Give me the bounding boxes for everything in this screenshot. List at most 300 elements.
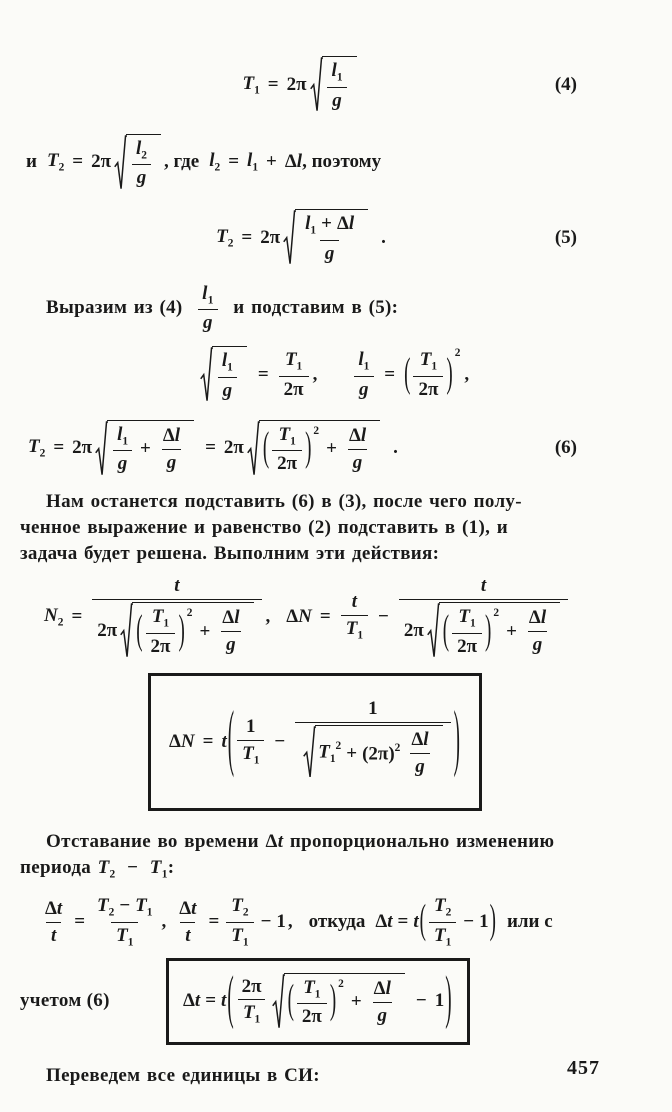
fraction: [92, 895, 157, 949]
den: [272, 450, 302, 475]
num: [217, 607, 244, 631]
equation-line-N: [44, 575, 652, 659]
text-poetomu: , поэтому: [302, 151, 382, 173]
equals-sign: =: [208, 911, 220, 933]
fraction: [226, 895, 253, 949]
var-delta-t: [265, 829, 283, 855]
left-paren: (: [404, 351, 411, 397]
sym-T: T: [284, 349, 297, 370]
plus-sign: +: [140, 438, 151, 460]
den: [226, 922, 253, 950]
plus-sign: +: [506, 620, 517, 642]
var-delta-t: [183, 990, 200, 1012]
sqrt: [247, 420, 380, 478]
coef-2pi: 2π: [403, 619, 424, 641]
left-paren: (: [262, 425, 270, 471]
left-paren: (: [442, 608, 450, 654]
sym-delta: Δ: [222, 607, 235, 629]
num: [300, 213, 359, 240]
equation-line-5: [20, 209, 652, 267]
num: [241, 716, 261, 740]
sym-g: g: [222, 379, 233, 401]
sym-g: g: [352, 451, 363, 473]
den: [198, 309, 218, 334]
boxed-equation-dN: [148, 673, 482, 810]
sub-1: 1: [254, 84, 260, 97]
sym-l: l: [136, 137, 142, 159]
fraction: [369, 978, 396, 1027]
sym-one: 1: [368, 698, 378, 720]
right-paren: ): [329, 978, 337, 1024]
radicand: [126, 134, 161, 192]
sym-T: T: [278, 423, 291, 445]
sub-1: 1: [314, 988, 321, 1001]
comma: ,: [464, 363, 470, 385]
den: [452, 633, 482, 658]
colon: :: [167, 856, 175, 878]
minus-sign: −: [119, 895, 131, 917]
sub-2: 2: [141, 149, 147, 162]
equation-line-6: [20, 420, 652, 478]
fraction: [406, 729, 433, 778]
label-uchetom: учетом (6): [20, 990, 110, 1012]
page-number: 457: [567, 1057, 600, 1079]
coef-2pi: 2π: [72, 437, 93, 459]
left-paren: (: [227, 699, 235, 782]
den: [92, 599, 261, 660]
sym-l: l: [358, 349, 364, 370]
equals-sign: =: [71, 606, 83, 628]
period: .: [393, 437, 398, 459]
fraction: [217, 350, 238, 402]
sym-t: t: [221, 731, 227, 753]
text-ili-s: или с: [506, 911, 553, 933]
sub-1: 1: [252, 162, 259, 175]
left-paren: (: [287, 978, 294, 1024]
left-paren: (: [362, 743, 369, 765]
coef-2pi: 2π: [286, 73, 307, 95]
left-paren: (: [419, 898, 426, 944]
sym-l: l: [209, 150, 215, 172]
fraction: [300, 213, 359, 265]
paragraph-text: и подставим в (5):: [233, 296, 399, 318]
sym-T: T: [433, 924, 446, 946]
fraction: [197, 283, 219, 335]
equals-sign: =: [257, 363, 269, 385]
den: [162, 449, 182, 474]
num: [174, 898, 201, 922]
den: [111, 922, 138, 950]
sym-T: T: [116, 924, 128, 946]
fraction: [272, 424, 302, 476]
num: [112, 424, 133, 451]
var-T1-squared: [318, 740, 341, 766]
num: [298, 977, 325, 1004]
exponent-2: 2: [454, 347, 461, 359]
sym-T: T: [231, 924, 243, 946]
sub-1: 1: [227, 361, 233, 374]
radicand: [132, 602, 253, 660]
radicand: [212, 346, 247, 404]
den: [279, 376, 309, 401]
sub-2: 2: [39, 448, 46, 461]
sym-T: T: [46, 150, 59, 172]
right-paren: ): [445, 967, 452, 1033]
sym-T: T: [242, 72, 255, 94]
sym-g: g: [226, 634, 236, 656]
den: [295, 722, 450, 786]
sub-1: 1: [445, 936, 452, 949]
minus-sign: −: [415, 990, 427, 1012]
num: [237, 976, 267, 1000]
sym-N: N: [298, 606, 312, 628]
sub-1: 1: [470, 617, 476, 630]
sym-T: T: [135, 895, 147, 917]
sym-one: 1: [434, 990, 445, 1012]
box2-body: [183, 967, 453, 1033]
left-paren: (: [227, 967, 234, 1033]
var-delta-l: [285, 151, 302, 173]
sym-one: 1: [479, 911, 489, 933]
sym-t: t: [277, 830, 284, 852]
eq4-body: [242, 56, 359, 114]
sym-T: T: [149, 856, 162, 878]
plus-sign: +: [346, 742, 358, 764]
sym-T: T: [242, 1002, 255, 1024]
num: [217, 350, 238, 377]
paragraph-text: Нам останется подставить (6) в (3), после чего полу-: [46, 491, 522, 512]
fraction: [40, 898, 67, 947]
equation-line-dt: [38, 895, 652, 949]
minus-sign: −: [274, 731, 286, 753]
sub-1: 1: [310, 224, 317, 237]
var-T2: [216, 226, 233, 250]
den: [237, 740, 264, 768]
sym-delta: Δ: [45, 898, 57, 920]
num: [327, 60, 348, 87]
radicand: [439, 602, 560, 660]
coef-2pi: 2π: [301, 1006, 322, 1028]
den: [413, 376, 443, 401]
sqrt: [310, 56, 357, 114]
box1-body: [169, 698, 461, 785]
den: [221, 631, 241, 656]
fraction: [413, 349, 443, 401]
paragraph-text: Отставание во времени: [46, 830, 259, 852]
right-paren: ): [446, 351, 453, 397]
sym-l: l: [540, 607, 547, 629]
den: [429, 922, 456, 950]
num: [363, 698, 383, 722]
num: [524, 607, 551, 631]
sym-t: t: [194, 990, 201, 1012]
num: [147, 606, 174, 633]
sym-T: T: [151, 605, 164, 627]
num: [169, 575, 184, 599]
plus-sign: +: [350, 991, 362, 1013]
coef-2pi: 2π: [97, 619, 118, 641]
sym-t: t: [480, 575, 487, 596]
plus-sign: +: [266, 151, 277, 173]
coef-2pi: 2π: [241, 975, 262, 997]
eq-tag-4: (4): [554, 73, 577, 95]
equals-sign: =: [319, 606, 331, 628]
paragraph-text: задача будет решена. Выполним эти действия:: [20, 543, 440, 564]
den: [132, 164, 152, 189]
sym-N: N: [44, 605, 58, 627]
sym-one: 1: [276, 911, 286, 933]
sub-1: 1: [242, 936, 249, 949]
sub-1: 1: [254, 1013, 261, 1026]
equation-line-4: [20, 56, 652, 114]
num: [273, 424, 300, 451]
sym-T: T: [97, 895, 109, 917]
coef-2pi: 2π: [277, 453, 298, 475]
plus-sign: +: [321, 213, 332, 234]
sym-delta: Δ: [286, 606, 299, 628]
comma: ,: [161, 911, 167, 933]
text-where: , где: [164, 151, 200, 173]
fraction: [131, 138, 152, 190]
sym-delta: Δ: [265, 830, 278, 852]
sqrt: [120, 602, 253, 660]
eqsub-body: [197, 346, 475, 404]
var-T1: [150, 855, 168, 888]
radicand: [107, 420, 194, 478]
fraction: [279, 349, 309, 401]
sqrt: [114, 134, 161, 192]
sub-2: 2: [227, 237, 234, 250]
den: [320, 240, 340, 265]
sym-g: g: [415, 756, 425, 778]
fraction: [217, 607, 244, 656]
fraction: [174, 898, 201, 947]
paragraph-3: [20, 829, 652, 888]
fraction: [344, 425, 371, 474]
num: [280, 349, 307, 376]
den: [341, 615, 368, 643]
paragraph-1: [20, 283, 652, 335]
fraction: [524, 607, 551, 656]
sub-2: 2: [445, 906, 452, 919]
sym-t: t: [50, 924, 57, 946]
sub-1: 1: [357, 629, 364, 642]
sub-1: 1: [207, 294, 214, 307]
var-T2: [47, 150, 64, 174]
num: [347, 591, 362, 615]
sub-1: 1: [290, 435, 296, 448]
plus-sign: +: [199, 620, 211, 642]
minus-sign: −: [127, 856, 139, 878]
boxed-equation-dt: [166, 958, 470, 1046]
sym-delta: Δ: [373, 977, 386, 999]
minus-sign: −: [463, 911, 475, 933]
sub-1: 1: [161, 868, 168, 881]
sub-2: 2: [242, 906, 249, 919]
equals-sign: =: [205, 990, 217, 1012]
den: [410, 753, 430, 778]
equals-sign: =: [241, 226, 253, 248]
sub-1: 1: [363, 360, 370, 373]
sym-one: 1: [246, 716, 256, 738]
sym-g: g: [324, 242, 335, 264]
plus-sign: +: [326, 438, 337, 460]
exponent-2: 2: [313, 424, 320, 437]
sub-1: 1: [163, 617, 170, 630]
var-delta-N: [286, 606, 312, 628]
num: [197, 283, 219, 310]
var-T1: [242, 73, 259, 97]
sym-delta: Δ: [162, 424, 175, 446]
sym-t: t: [221, 990, 227, 1012]
boxed-equation-dt-row: [20, 958, 652, 1046]
num: [453, 606, 480, 633]
fraction: [353, 349, 374, 401]
coef-2pi: 2π: [368, 743, 389, 765]
sym-l: l: [305, 213, 311, 234]
sym-l: l: [423, 729, 429, 751]
sym-l: l: [296, 151, 303, 173]
sqrt: [95, 420, 194, 478]
eq-tag-6: (6): [554, 437, 577, 459]
var-T2: [98, 855, 116, 888]
minus-sign: −: [378, 606, 389, 628]
sym-t: t: [413, 911, 419, 933]
sym-T: T: [216, 225, 228, 247]
sym-delta: Δ: [169, 731, 181, 753]
sym-l: l: [234, 607, 240, 629]
sym-l: l: [117, 423, 123, 445]
sub-2: 2: [109, 868, 116, 881]
right-paren: ): [453, 699, 460, 782]
sym-delta: Δ: [284, 151, 297, 173]
den: [297, 1003, 327, 1028]
den: [327, 87, 347, 112]
var-delta-t: [375, 911, 392, 933]
fraction: [341, 591, 368, 643]
sym-g: g: [332, 89, 342, 111]
sym-t: t: [387, 911, 393, 933]
sym-g: g: [166, 451, 177, 473]
sym-l: l: [174, 424, 181, 446]
boxed-equation-dN-wrap: [148, 673, 652, 810]
sub-1: 1: [127, 936, 134, 949]
var-N2: [44, 605, 63, 629]
var-l2: [209, 150, 220, 174]
sym-N: N: [180, 731, 195, 753]
big-fraction: [92, 575, 261, 659]
sym-g: g: [359, 378, 369, 400]
right-paren: ): [489, 898, 496, 944]
exponent-2: 2: [493, 606, 500, 619]
text-otkuda: откуда: [308, 911, 366, 933]
left-paren: (: [136, 608, 143, 654]
coef-2pi: 2π: [150, 635, 171, 657]
sym-T: T: [433, 895, 446, 917]
sub-1: 1: [296, 360, 303, 373]
coef-2pi-squared: [362, 742, 400, 765]
sqrt: [427, 602, 560, 660]
minus-sign: −: [260, 911, 272, 933]
num: [476, 575, 491, 599]
paragraph-line: [20, 855, 652, 888]
sym-T: T: [28, 436, 40, 458]
sym-T: T: [458, 605, 471, 627]
radicand: [322, 56, 357, 114]
exponent-2: 2: [335, 740, 342, 753]
paragraph-text: Выразим из (4): [46, 296, 183, 318]
den: [238, 999, 265, 1027]
equation-line-T2: [26, 134, 652, 192]
equals-sign: =: [267, 73, 279, 95]
den: [373, 1002, 393, 1027]
sym-g: g: [532, 634, 543, 656]
sub-1: 1: [329, 753, 336, 766]
right-paren: ): [485, 608, 492, 654]
den: [399, 599, 568, 660]
fraction: [237, 716, 264, 768]
sym-t: t: [56, 898, 63, 920]
sym-delta: Δ: [183, 990, 195, 1012]
equals-sign: =: [205, 437, 216, 459]
fraction: [452, 606, 482, 658]
sym-delta: Δ: [528, 607, 541, 629]
num: [369, 978, 396, 1002]
num: [158, 425, 185, 449]
big-fraction: [399, 575, 568, 659]
eq6-body: [28, 420, 398, 478]
var-l1: [247, 150, 258, 174]
radicand: [259, 420, 380, 478]
sqrt: [303, 725, 442, 780]
num: [40, 898, 67, 922]
sym-g: g: [203, 312, 213, 334]
sym-delta: Δ: [348, 424, 361, 446]
den: [113, 450, 133, 475]
sym-T: T: [97, 856, 110, 878]
paragraph-4: Переведем все единицы в СИ:: [46, 1065, 320, 1087]
num: [92, 895, 157, 922]
exponent-2: 2: [186, 606, 193, 619]
equals-sign: =: [202, 731, 214, 753]
paragraph-text: пропорционально изменению: [289, 830, 555, 852]
sub-1: 1: [431, 360, 438, 373]
coef-2pi: 2π: [260, 226, 281, 248]
sym-g: g: [117, 453, 128, 475]
sym-T: T: [231, 895, 243, 917]
sub-1: 1: [122, 435, 129, 448]
sym-T: T: [419, 349, 432, 370]
sub-1: 1: [146, 906, 153, 919]
sym-l: l: [221, 350, 228, 371]
coef-2pi: 2π: [91, 151, 112, 173]
num: [131, 138, 152, 165]
comma: ,: [287, 911, 293, 933]
sym-t: t: [185, 924, 191, 946]
coef-2pi: 2π: [283, 378, 304, 400]
paragraph-2: [20, 489, 652, 567]
sym-l: l: [202, 282, 208, 304]
var-delta-N: [169, 731, 195, 753]
den: [146, 633, 176, 658]
den: [218, 377, 238, 402]
fraction: [112, 424, 133, 476]
den-row: [404, 602, 563, 660]
equation-line-sub: [20, 346, 652, 404]
fraction: [158, 425, 185, 474]
sym-T: T: [318, 741, 330, 763]
paragraph-line: [20, 829, 652, 855]
